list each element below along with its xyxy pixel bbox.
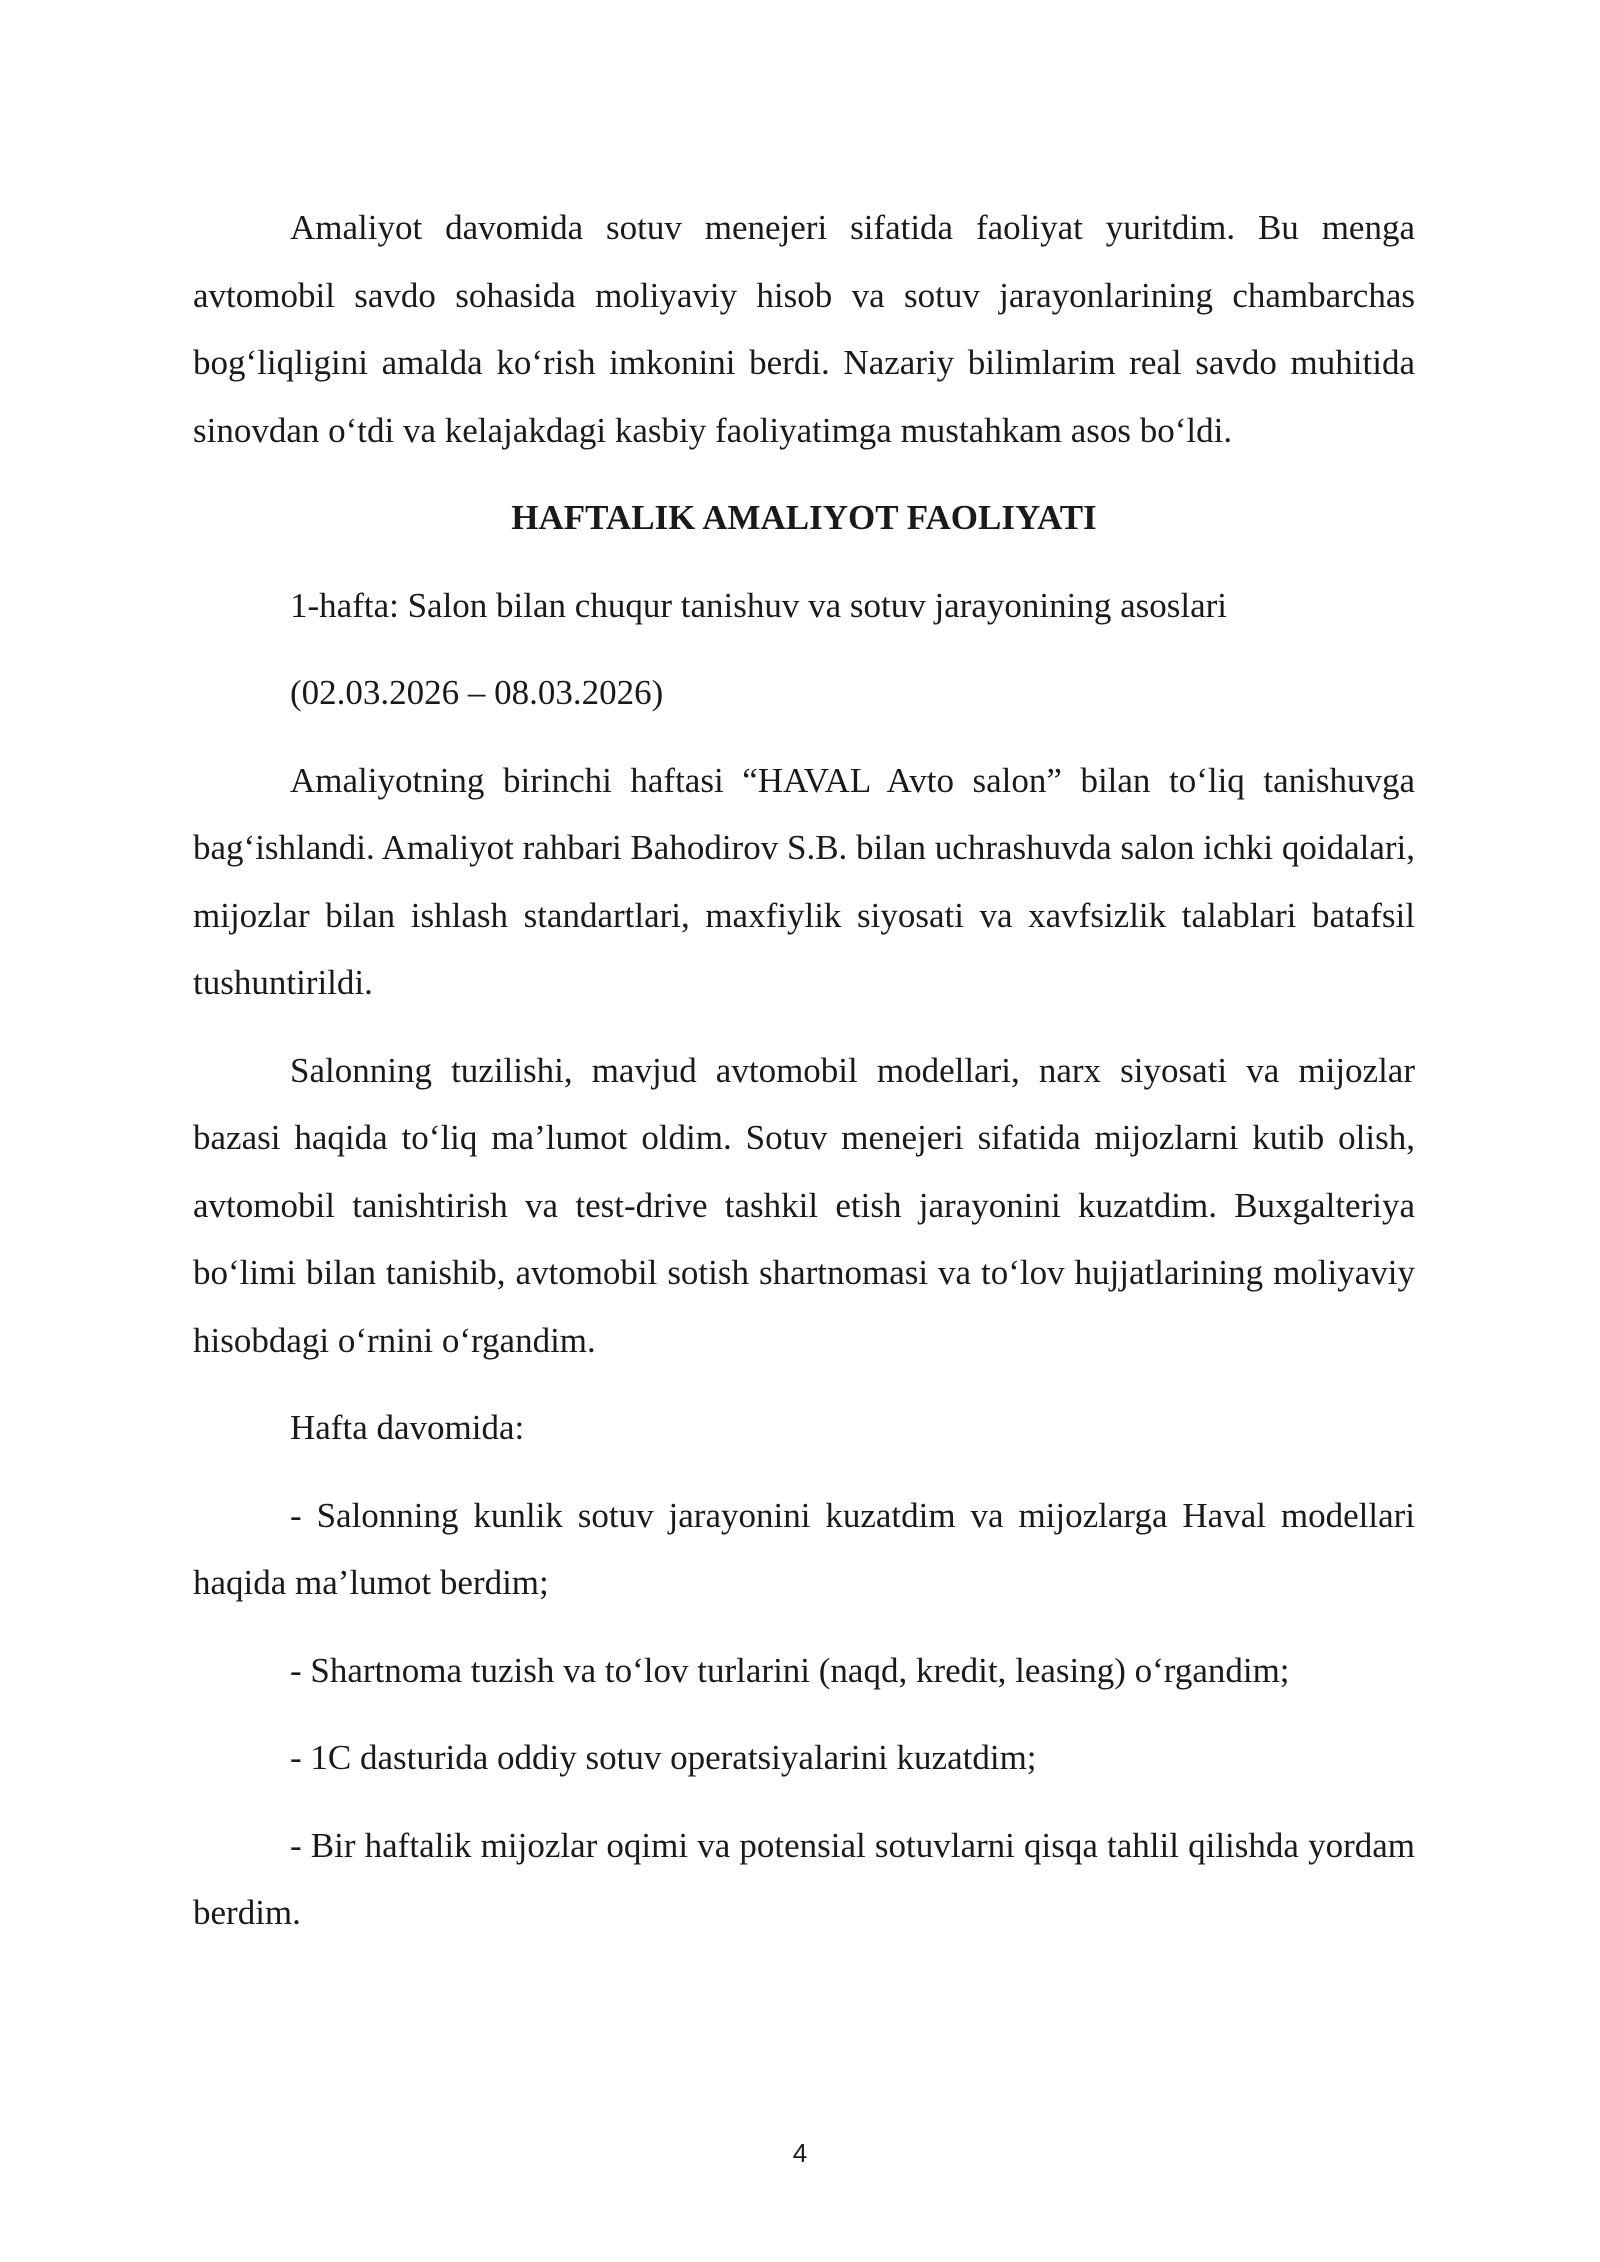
week1-list-intro: Hafta davomida: [290, 1408, 525, 1447]
list-item: - 1C dasturida oddiy sotuv operatsiyalarini kuzatdim; [290, 1738, 1037, 1777]
page-number: 4 [792, 2138, 808, 2168]
page-content [193, 194, 1415, 1947]
week1-paragraph-1: Amaliyotning birinchi haftasi “HAVAL Avto salon” bilan to‘liq tanishuvga bag‘ishlandi. Amaliyot rahbari Bahodirov S.B. bilan uchrashuvda salon ichki qoidalari, mijozlar bilan ishlash standartlari, maxfiylik siyosati va xavfsizlik talablari batafsil tushuntirildi. [193, 760, 1415, 1002]
week1-title: 1-hafta: Salon bilan chuqur tanishuv va sotuv jarayonining asoslari [290, 585, 1228, 625]
list-item: - Shartnoma tuzish va to‘lov turlarini (naqd, kredit, leasing) o‘rgandim; [290, 1650, 1290, 1690]
section-heading: HAFTALIK AMALIYOT FAOLIYATI [511, 498, 1097, 537]
list-item: - Bir haftalik mijozlar oqimi va potensial sotuvlarni qisqa tahlil qilishda yordam berdim. [193, 1825, 1415, 1932]
week1-paragraph-2: Salonning tuzilishi, mavjud avtomobil modellari, narx siyosati va mijozlar bazasi haqida to‘liq ma’lumot oldim. Sotuv menejeri sifatida mijozlarni kutib olish, avtomobil tanishtirish va test-drive tashkil etish jarayonini kuzatdim. Buxgalteriya bo‘limi bilan tanishib, avtomobil sotish shartnomasi va to‘lov hujjatlarining moliyaviy hisobdagi o‘rnini o‘rgandim. [193, 1050, 1415, 1360]
week1-dates: (02.03.2026 – 08.03.2026) [290, 673, 664, 712]
list-item: - Salonning kunlik sotuv jarayonini kuzatdim va mijozlarga Haval modellari haqida ma’lumot berdim; [193, 1495, 1415, 1602]
intro-paragraph: Amaliyot davomida sotuv menejeri sifatida faoliyat yuritdim. Bu menga avtomobil savdo sohasida moliyaviy hisob va sotuv jarayonlarining chambarchas bog‘liqligini amalda ko‘rish imkonini berdi. Nazariy bilimlarim real savdo muhitida sinovdan o‘tdi va kelajakdagi kasbiy faoliyatimga mustahkam asos bo‘ldi. [193, 208, 1415, 450]
